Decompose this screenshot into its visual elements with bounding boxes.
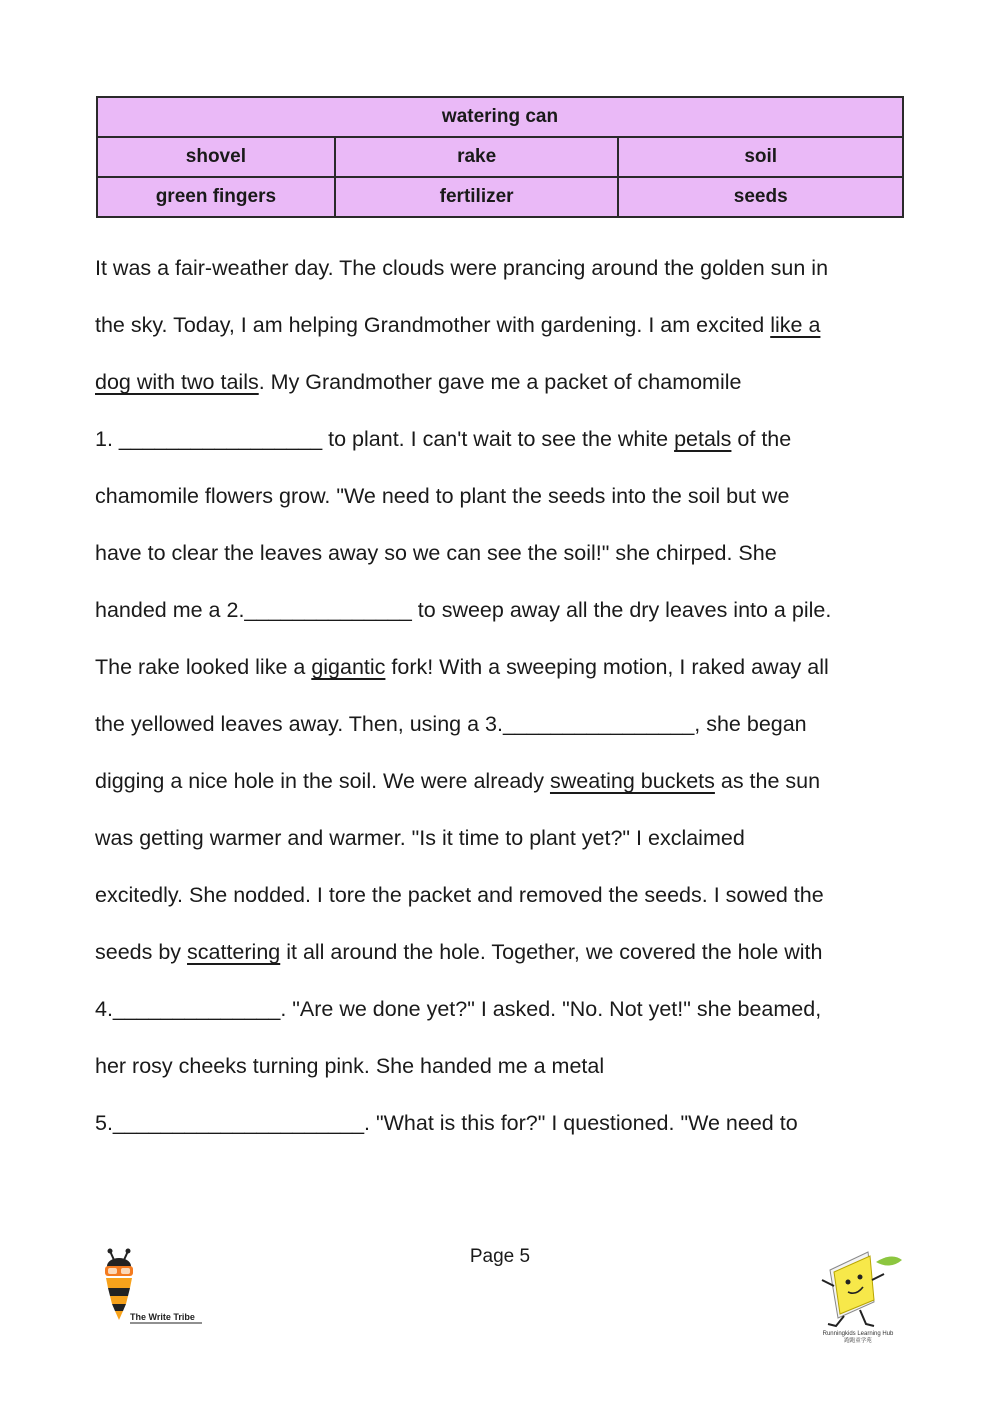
- story-text: 1. _________________ to plant. I can't wait to see the white: [95, 427, 675, 451]
- story-text: her rosy cheeks turning pink. She handed me a metal: [95, 1054, 605, 1078]
- word-bank-cell: rake: [335, 137, 619, 177]
- story-line: [95, 468, 910, 525]
- story-line: [95, 411, 910, 468]
- story-passage: [95, 240, 910, 1152]
- story-text: fork! With a sweeping motion, I raked away all: [385, 655, 829, 679]
- story-text: . My Grandmother gave me a packet of chamomile: [258, 370, 742, 394]
- story-line: [95, 240, 910, 297]
- story-text: the sky. Today, I am helping Grandmother with gardening. I am excited: [95, 313, 771, 337]
- word-bank-cell: seeds: [618, 177, 903, 217]
- story-text: as the sun: [714, 769, 821, 793]
- story-text: have to clear the leaves away so we can see the soil!" she chirped. She: [95, 541, 777, 565]
- story-line: [95, 1038, 910, 1095]
- story-line: [95, 297, 910, 354]
- story-line: [95, 639, 910, 696]
- story-line: [95, 810, 910, 867]
- story-text: the yellowed leaves away. Then, using a 3.________________, she began: [95, 712, 807, 736]
- underlined-phrase: sweating buckets: [549, 769, 715, 793]
- word-bank-cell: fertilizer: [335, 177, 619, 217]
- story-text: chamomile flowers grow. "We need to plant the seeds into the soil but we: [95, 484, 790, 508]
- running-book-logo-icon: [808, 1240, 908, 1344]
- word-bank-cell: soil: [618, 137, 903, 177]
- story-text: 5._____________________. "What is this for?" I questioned. "We need to: [95, 1111, 798, 1135]
- word-bank-cell: green fingers: [97, 177, 335, 217]
- underlined-phrase: gigantic: [311, 655, 386, 679]
- story-line: [95, 981, 910, 1038]
- story-text: seeds by: [95, 940, 188, 964]
- story-text: of the: [731, 427, 792, 451]
- story-line: [95, 867, 910, 924]
- word-bank-table: [96, 96, 904, 218]
- left-logo-text: The Write Tribe: [130, 1312, 195, 1322]
- word-bank-cell: watering can: [97, 97, 903, 137]
- story-line: [95, 1095, 910, 1152]
- underlined-phrase: petals: [674, 427, 732, 451]
- word-bank-row: [97, 137, 903, 177]
- story-line: [95, 924, 910, 981]
- story-text: excitedly. She nodded. I tore the packet and removed the seeds. I sowed the: [95, 883, 824, 907]
- right-logo-text: Runningkids Learning Hub: [822, 1331, 894, 1337]
- story-text: handed me a 2.______________ to sweep away all the dry leaves into a pile.: [95, 598, 832, 622]
- story-line: [95, 753, 910, 810]
- story-text: was getting warmer and warmer. "Is it time to plant yet?" I exclaimed: [95, 826, 745, 850]
- story-text: The rake looked like a: [95, 655, 312, 679]
- story-line: [95, 696, 910, 753]
- word-bank-header-row: [97, 97, 903, 137]
- page-number: Page 5: [469, 1246, 531, 1267]
- story-line: [95, 582, 910, 639]
- story-line: [95, 525, 910, 582]
- story-text: It was a fair-weather day. The clouds were prancing around the golden sun in: [95, 256, 829, 280]
- word-bank-row: [97, 177, 903, 217]
- underlined-phrase: like a: [770, 313, 821, 337]
- story-text: digging a nice hole in the soil. We were already: [95, 769, 550, 793]
- right-logo-subtext: 跑跑童学苑: [844, 1338, 872, 1344]
- story-line: [95, 354, 910, 411]
- underlined-phrase: scattering: [187, 940, 281, 964]
- story-text: it all around the hole. Together, we covered the hole with: [280, 940, 823, 964]
- underlined-phrase: dog with two tails: [95, 370, 259, 394]
- story-text: 4.______________. "Are we done yet?" I asked. "No. Not yet!" she beamed,: [95, 997, 822, 1021]
- bee-logo-icon: [96, 1248, 208, 1328]
- word-bank-cell: shovel: [97, 137, 335, 177]
